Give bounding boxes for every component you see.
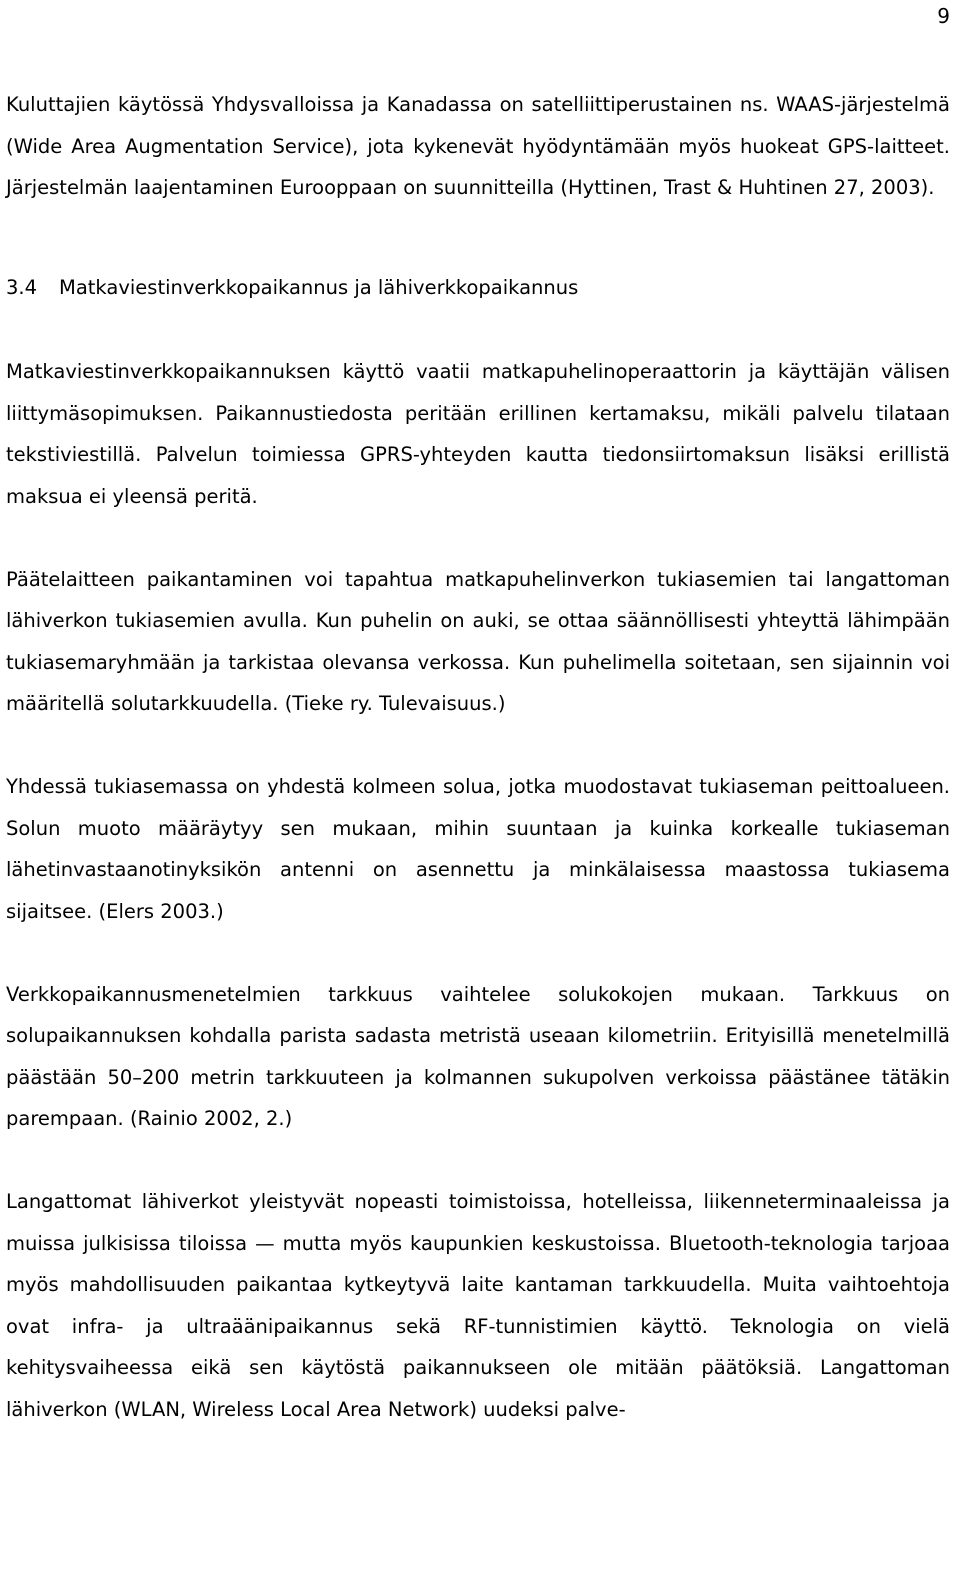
paragraph-positioning: Päätelaitteen paikantaminen voi tapahtua matkapuhelinverkon tukiasemien tai langattoman lähiverkon tukiasemien avulla. Kun puhelin on auki, se ottaa säännöllisesti yhteyttä lähimpään tukiasemaryhmään ja tarkistaa olevansa verkossa. Kun puhelimella soitetaan, sen sijainnin voi määritellä solutarkkuudella. (Tieke ry. Tulevaisuus.) [6, 567, 950, 715]
document-body [6, 84, 950, 1430]
page-number: 9 [937, 4, 950, 28]
section-heading [6, 267, 950, 309]
section-number: 3.4 [6, 275, 38, 299]
paragraph-base-station: Yhdessä tukiasemassa on yhdestä kolmeen solua, jotka muodostavat tukiaseman peittoalueen. Solun muoto määräytyy sen mukaan, mihin suuntaan ja kuinka korkealle tukiaseman lähetinvastaanotinyksikön antenni on asennettu ja minkälaisessa maastossa tukiasema sijaitsee. (Elers 2003.) [6, 775, 950, 923]
paragraph-accuracy: Verkkopaikannusmenetelmien tarkkuus vaihtelee solukokojen mukaan. Tarkkuus on solupaikannuksen kohdalla parista sadasta metristä useaan kilometriin. Erityisillä menetelmillä päästään 50–200 metrin tarkkuuteen ja kolmannen sukupolven verkoissa päästänee tätäkin parempaan. (Rainio 2002, 2.) [6, 982, 950, 1130]
paragraph-contract: Matkaviestinverkkopaikannuksen käyttö vaatii matkapuhelinoperaattorin ja käyttäjän välisen liittymäsopimuksen. Paikannustiedosta peritään erillinen kertamaksu, mikäli palvelu tilataan tekstiviestillä. Palvelun toimiessa GPRS-yhteyden kautta tiedonsiirtomaksun lisäksi erillistä maksua ei yleensä peritä. [6, 360, 950, 508]
paragraph-waas: Kuluttajien käytössä Yhdysvalloissa ja Kanadassa on satelliittiperustainen ns. WAAS-järjestelmä (Wide Area Augmentation Service), jota kykenevät hyödyntämään myös huokeat GPS-laitteet. Järjestelmän laajentaminen Eurooppaan on suunnitteilla (Hyttinen, Trast & Huhtinen 27, 2003). [6, 93, 950, 199]
paragraph-wlan: Langattomat lähiverkot yleistyvät nopeasti toimistoissa, hotelleissa, liikenneterminaaleissa ja muissa julkisissa tiloissa — mutta myös kaupunkien keskustoissa. Bluetooth-teknologia tarjoaa myös mahdollisuuden paikantaa kytkeytyvä laite kantaman tarkkuudella. Muita vaihtoehtoja ovat infra- ja ultraäänipaikannus sekä RF-tunnistimien käyttö. Teknologia on vielä kehitysvaiheessa eikä sen käytöstä paikannukseen ole mitään päätöksiä. Langattoman lähiverkon (WLAN, Wireless Local Area Network) uudeksi palve- [6, 1190, 950, 1421]
section-title: Matkaviestinverkkopaikannus ja lähiverkkopaikannus [59, 275, 579, 299]
